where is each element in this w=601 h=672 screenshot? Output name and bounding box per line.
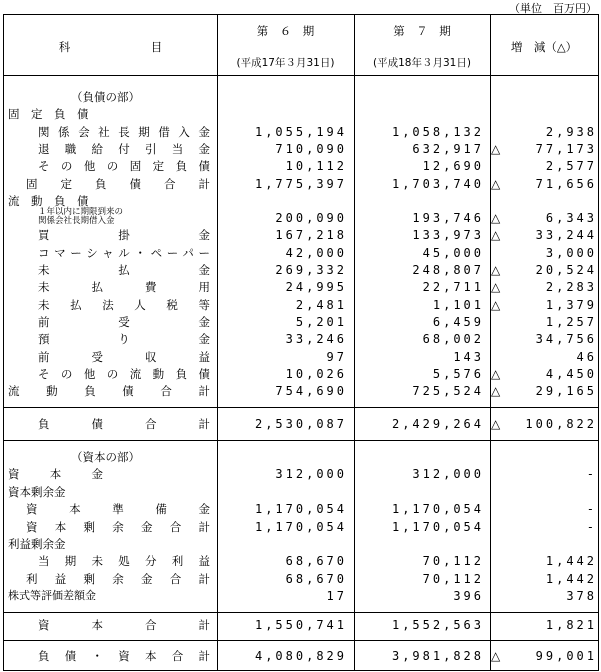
row-label: その他の固定負債 <box>38 159 210 174</box>
table-row <box>4 279 598 295</box>
header-subject: 科 目 <box>58 40 163 54</box>
period7-value: 1,058,132 <box>391 124 484 139</box>
unit-note: （単位 百万円） <box>509 2 597 15</box>
row-label: 未払法人税等 <box>38 297 210 312</box>
negative-mark: △ <box>491 366 501 381</box>
period7-value: 70,112 <box>422 571 484 586</box>
negative-mark: △ <box>491 649 501 663</box>
period7-value: 12,690 <box>422 159 484 174</box>
table-row <box>4 383 598 399</box>
period7-value: 396 <box>453 589 484 604</box>
change-value: 378 <box>566 589 597 604</box>
table-row <box>4 536 598 552</box>
row-label: 利益剰余金 <box>8 537 66 551</box>
period7-value: 248,807 <box>412 263 484 277</box>
table-row <box>4 176 598 192</box>
row-label: その他の流動負債 <box>38 366 210 381</box>
row-label: 買掛金 <box>38 228 210 243</box>
change-value: 2,577 <box>545 159 597 174</box>
row-label: 株式等評価差額金 <box>8 589 96 603</box>
period7-value: 22,711 <box>422 280 484 295</box>
table-row <box>4 501 598 517</box>
period6-value: 312,000 <box>275 467 347 482</box>
period6-value: 5,201 <box>295 314 347 329</box>
change-value: - <box>586 467 597 482</box>
change-value: 20,524 <box>535 263 597 277</box>
row-label: 固定負債合計 <box>26 176 210 191</box>
period6-value: 10,026 <box>285 366 347 381</box>
row-label: 退職給付引当金 <box>38 141 210 156</box>
change-value: 33,244 <box>535 228 597 243</box>
balance-sheet-table <box>3 14 599 671</box>
period7-value: 1,170,054 <box>391 519 484 534</box>
period7-value: 725,524 <box>412 384 484 399</box>
period6-value: 4,080,829 <box>254 649 347 663</box>
table-row <box>4 89 598 105</box>
period6-value: 10,112 <box>285 159 347 174</box>
negative-mark: △ <box>491 280 501 295</box>
table-row <box>4 553 598 569</box>
period7-value: 1,703,740 <box>391 176 484 191</box>
table-row <box>4 297 598 313</box>
change-value: 1,442 <box>545 554 597 569</box>
liabilities-total-row <box>4 416 598 432</box>
period7-value: 68,002 <box>422 332 484 347</box>
section-divider <box>4 440 598 441</box>
period7-value: 5,576 <box>432 366 484 381</box>
negative-mark: △ <box>491 228 501 243</box>
period6-value: 269,332 <box>275 263 347 277</box>
row-label: 資本金 <box>8 467 103 482</box>
period7-value: 3,981,828 <box>391 649 484 663</box>
period6-value: 1,775,397 <box>254 176 347 191</box>
period6-value: 1,055,194 <box>254 124 347 139</box>
table-row <box>4 366 598 382</box>
header-period7-date: (平成18年３月31日) <box>373 57 471 69</box>
period7-value: 133,973 <box>412 228 484 243</box>
period6-value: 33,246 <box>285 332 347 347</box>
table-row <box>4 245 598 261</box>
change-value: - <box>586 502 597 517</box>
table-row <box>4 349 598 365</box>
negative-mark: △ <box>491 384 501 399</box>
header-period6-date: (平成17年３月31日) <box>236 57 335 69</box>
table-row <box>4 466 598 482</box>
period7-value: 632,917 <box>412 141 484 156</box>
change-value: 3,000 <box>545 245 597 260</box>
period7-value: 143 <box>453 349 484 364</box>
period6-value: 2,530,087 <box>254 417 347 431</box>
period6-value: 97 <box>326 349 347 364</box>
row-label: 負債合計 <box>38 417 210 431</box>
period6-value: 710,090 <box>275 141 347 156</box>
row-label: 流 動 負 債 <box>8 193 89 208</box>
change-value: 99,001 <box>535 649 597 663</box>
row-label: 資本剰余金合計 <box>26 519 210 534</box>
period6-value: 167,218 <box>275 228 347 243</box>
table-row <box>4 158 598 174</box>
negative-mark: △ <box>491 417 501 431</box>
table-row <box>4 141 598 157</box>
table-row <box>4 449 598 465</box>
period6-value: 754,690 <box>275 384 347 399</box>
change-value: 71,656 <box>535 176 597 191</box>
period6-value: 1,170,054 <box>254 502 347 517</box>
negative-mark: △ <box>491 263 501 277</box>
period7-value: 312,000 <box>412 467 484 482</box>
change-value: 29,165 <box>535 384 597 399</box>
change-value: 46 <box>576 349 597 364</box>
change-value: 6,343 <box>545 211 597 226</box>
grand-total-row <box>4 648 598 664</box>
negative-mark: △ <box>491 176 501 191</box>
negative-mark: △ <box>491 141 501 156</box>
period7-value: 1,101 <box>432 297 484 312</box>
row-label: 関係会社長期借入金 <box>38 124 210 139</box>
change-value: 2,283 <box>545 280 597 295</box>
change-value: 1,821 <box>545 618 597 632</box>
table-row <box>4 124 598 140</box>
table-row <box>4 207 598 227</box>
table-row <box>4 106 598 122</box>
change-value: 100,822 <box>525 417 597 431</box>
header-divider <box>4 75 598 76</box>
period7-value: 70,112 <box>422 554 484 569</box>
change-value: 77,173 <box>535 141 597 156</box>
row-label: １年以内に期限到来の 関係会社長期借入金 <box>38 207 124 227</box>
period6-value: 2,481 <box>295 297 347 312</box>
table-row <box>4 331 598 347</box>
row-label: 負債・資本合計 <box>38 649 210 663</box>
period6-value: 1,550,741 <box>254 618 347 632</box>
period6-value: 24,995 <box>285 280 347 295</box>
period6-value: 68,670 <box>285 571 347 586</box>
row-label: 固 定 負 債 <box>8 107 89 122</box>
change-value: 34,756 <box>535 332 597 347</box>
row-label: 利益剰余金合計 <box>26 571 210 586</box>
row-label: 流動負債合計 <box>8 384 210 399</box>
period6-value: 200,090 <box>275 211 347 226</box>
table-row <box>4 571 598 587</box>
section-divider <box>4 612 598 613</box>
table-row <box>4 519 598 535</box>
row-label: 資本準備金 <box>26 502 210 517</box>
row-label: 当期未処分利益 <box>38 554 210 569</box>
table-row <box>4 227 598 243</box>
row-label: 前受収益 <box>38 349 210 364</box>
row-label: （資本の部） <box>71 450 140 464</box>
change-value: 1,379 <box>545 297 597 312</box>
row-label: 資本合計 <box>38 618 210 632</box>
row-label: 未払金 <box>38 263 210 277</box>
table-row <box>4 588 598 604</box>
period6-value: 1,170,054 <box>254 519 347 534</box>
change-value: - <box>586 519 597 534</box>
period6-value: 42,000 <box>285 245 347 260</box>
row-label: コマーシャル・ペーパー <box>38 245 210 260</box>
row-label: 前受金 <box>38 314 210 329</box>
period7-value: 1,170,054 <box>391 502 484 517</box>
row-label: （負債の部） <box>71 90 140 104</box>
period7-value: 6,459 <box>432 314 484 329</box>
row-label: 預り金 <box>38 332 210 347</box>
row-label: 未払費用 <box>38 280 210 295</box>
change-value: 1,442 <box>545 571 597 586</box>
period6-value: 17 <box>326 589 347 604</box>
table-row <box>4 314 598 330</box>
header-period7: 第 ７ 期 <box>393 24 451 38</box>
negative-mark: △ <box>491 297 501 312</box>
change-value: 1,257 <box>545 314 597 329</box>
change-value: 2,938 <box>545 124 597 139</box>
header-change: 増 減（△） <box>510 40 578 54</box>
period6-value: 68,670 <box>285 554 347 569</box>
header-period6: 第 ６ 期 <box>256 24 315 38</box>
period7-value: 45,000 <box>422 245 484 260</box>
section-divider <box>4 640 598 641</box>
section-divider <box>4 407 598 408</box>
period7-value: 2,429,264 <box>391 417 484 431</box>
change-value: 4,450 <box>545 366 597 381</box>
row-label: 資本剰余金 <box>8 484 66 499</box>
equity-total-row <box>4 617 598 633</box>
negative-mark: △ <box>491 211 501 226</box>
table-row <box>4 262 598 278</box>
period7-value: 193,746 <box>412 211 484 226</box>
table-row <box>4 484 598 500</box>
period7-value: 1,552,563 <box>391 618 484 632</box>
